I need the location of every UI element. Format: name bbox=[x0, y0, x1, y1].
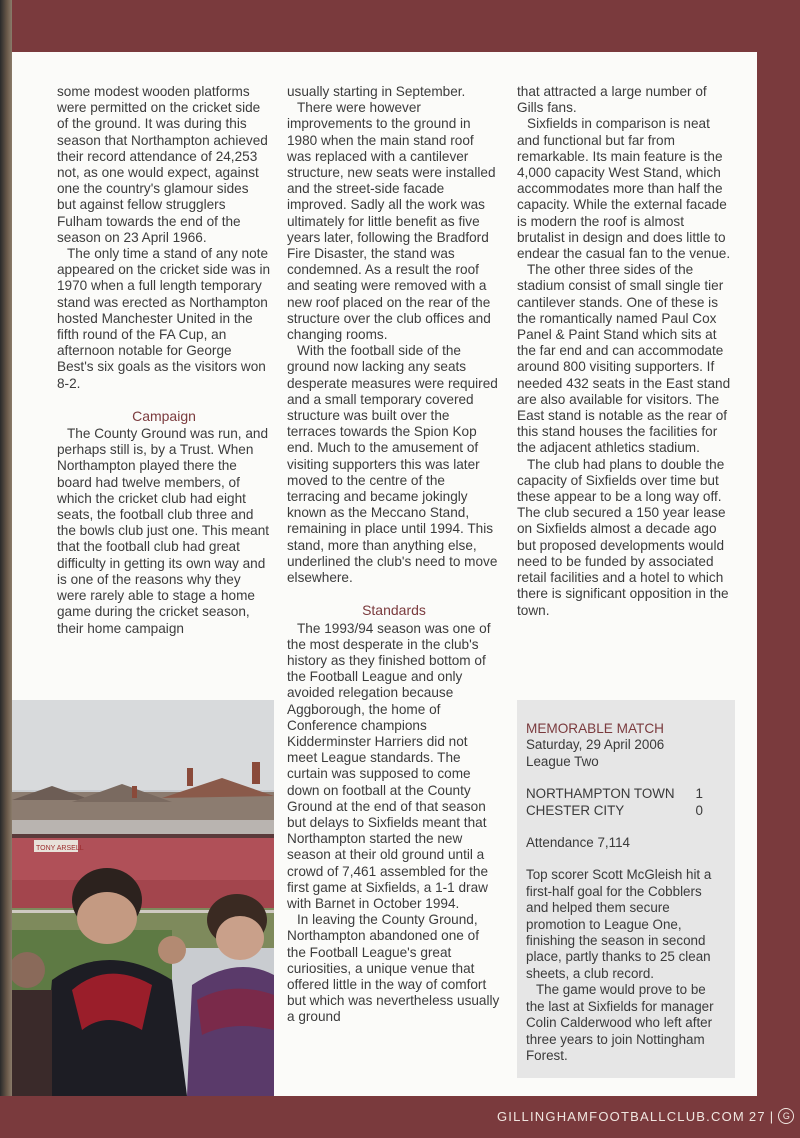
column3-paragraph: Sixfields in comparison is neat and functional but far from remarkable. Its main feature is the 4,000 capacity West Stand, which accommodates more than half the capacity. While the external facade is modern the roof is almost brutalist in design and does little to endear the casual fan to the venue. bbox=[517, 116, 731, 262]
club-badge-icon: G bbox=[778, 1108, 794, 1124]
column3-paragraph: The other three sides of the stadium consist of small single tier cantilever stands. One of these is the romantically named Paul Cox Panel & Paint Stand which sits at the far end and can accommodate around 800 visiting supporters. If needed 432 seats in the East stand are also available for visitors. The East stand is notable as the rear of this stand houses the facilities for the adjacent athletics stadium. bbox=[517, 262, 731, 456]
match-competition: League Two bbox=[526, 753, 599, 769]
column1-paragraph: The only time a stand of any note appeared on the cricket side was in 1970 when a full length temporary stand was erected as Northampton hosted Manchester United in the fifth round of the FA Cup, an afternoon notable for George Best's six goals as the visitors won 8-2. bbox=[57, 246, 271, 391]
memorable-match-heading: MEMORABLE MATCH bbox=[526, 721, 664, 736]
page-footer bbox=[497, 1106, 794, 1126]
column2-paragraph: With the football side of the ground now lacking any seats desperate measures were required and a small temporary covered structure was built over the terraces towards the Spion Kop end. Much to the amusement of visiting supporters this was later moved to the centre of the terracing and became jokingly known as the Meccano Stand, remaining in place until 1994. This stand, more than anything else, underlined the club's need to move elsewhere. bbox=[287, 343, 498, 586]
footer-separator: | bbox=[769, 1108, 775, 1124]
article-column-2 bbox=[287, 84, 501, 1026]
stadium-crowd-photo bbox=[12, 700, 274, 1096]
away-score: 0 bbox=[695, 802, 703, 818]
away-team: CHESTER CITY bbox=[526, 802, 625, 818]
page-number: 27 bbox=[748, 1108, 766, 1124]
match-date: Saturday, 29 April 2006 bbox=[526, 737, 665, 753]
stand-sign-text: TONY ARSELL bbox=[36, 845, 84, 852]
section-heading-campaign: Campaign bbox=[132, 407, 196, 424]
column1-paragraph: The County Ground was run, and perhaps still is, by a Trust. When Northampton played there the board had twelve members, of which the cricket club had eight seats, the football club three and the bowls club just one. This meant that the football club had great difficulty in getting its own way and is one of the reasons why they were rarely able to stage a home game during the cricket season, their home campaign bbox=[57, 426, 270, 636]
match-report-paragraph: The game would prove to be the last at Sixfields for manager Colin Calderwood who left after three years to join Nottingham Forest. bbox=[526, 982, 714, 1063]
home-score: 1 bbox=[695, 786, 703, 802]
memorable-match-box bbox=[517, 700, 735, 1078]
column1-paragraph: some modest wooden platforms were permitted on the cricket side of the ground. It was during this season that Northampton achieved their record attendance of 24,253 not, as one would expect, against one the country's glamour sides but against fellow strugglers Fulham towards the end of the season on 23 April 1966. bbox=[57, 84, 268, 245]
match-attendance: Attendance 7,114 bbox=[526, 835, 630, 851]
article-column-1 bbox=[57, 84, 271, 637]
section-heading-standards: Standards bbox=[362, 602, 426, 619]
column3-paragraph: that attracted a large number of Gills fans. bbox=[517, 84, 707, 116]
home-team: NORTHAMPTON TOWN bbox=[526, 786, 675, 802]
column3-paragraph: The club had plans to double the capacity of Sixfields over time but these appear to be a long way off. The club secured a 150 year lease on Sixfields almost a decade ago but proposed developments would need to be funded by associated retail facilities and a hotel to which there is significant opposition in the town. bbox=[517, 456, 729, 618]
column2-paragraph: In leaving the County Ground, Northampton abandoned one of the Football League's great curiosities, a unique venue that offered little in the way of comfort but which was nevertheless usually a ground bbox=[287, 912, 500, 1025]
column2-paragraph: usually starting in September. bbox=[287, 84, 466, 99]
score-row-away bbox=[526, 803, 725, 819]
page-border-right bbox=[757, 52, 800, 1096]
match-report-paragraph: Top scorer Scott McGleish hit a first-half goal for the Cobblers and helped them secure promotion to League One, finishing the season in second place, partly thanks to 25 clean sheets, a club record. bbox=[526, 867, 712, 981]
footer-website: GILLINGHAMFOOTBALLCLUB.COM bbox=[497, 1108, 745, 1124]
article-column-3 bbox=[517, 84, 733, 619]
magazine-spine bbox=[0, 0, 12, 1138]
column2-paragraph: There were however improvements to the ground in 1980 when the main stand roof was replaced with a cantilever structure, new seats were installed and the street-side facade improved. Sadly all the work was ultimately for little benefit as five years later, following the Bradford Fire Disaster, the stand was condemned. As a result the roof and seating were removed with a new roof placed on the rear of the structure over the club offices and changing rooms. bbox=[287, 100, 496, 343]
column2-paragraph: The 1993/94 season was one of the most desperate in the club's history as they finished bottom of the Football League and only avoided relegation because Aggborough, the home of Conference champions Kidderminster Harriers did not meet League standards. The curtain was supposed to come down on football at the County Ground at the end of that season but delays to Sixfields meant that Northampton started the new season at their old ground until a crowd of 7,461 assembled for the first game at Sixfields, a 1-1 draw with Barnet in October 1994. bbox=[287, 620, 491, 911]
score-row-home bbox=[526, 786, 725, 802]
